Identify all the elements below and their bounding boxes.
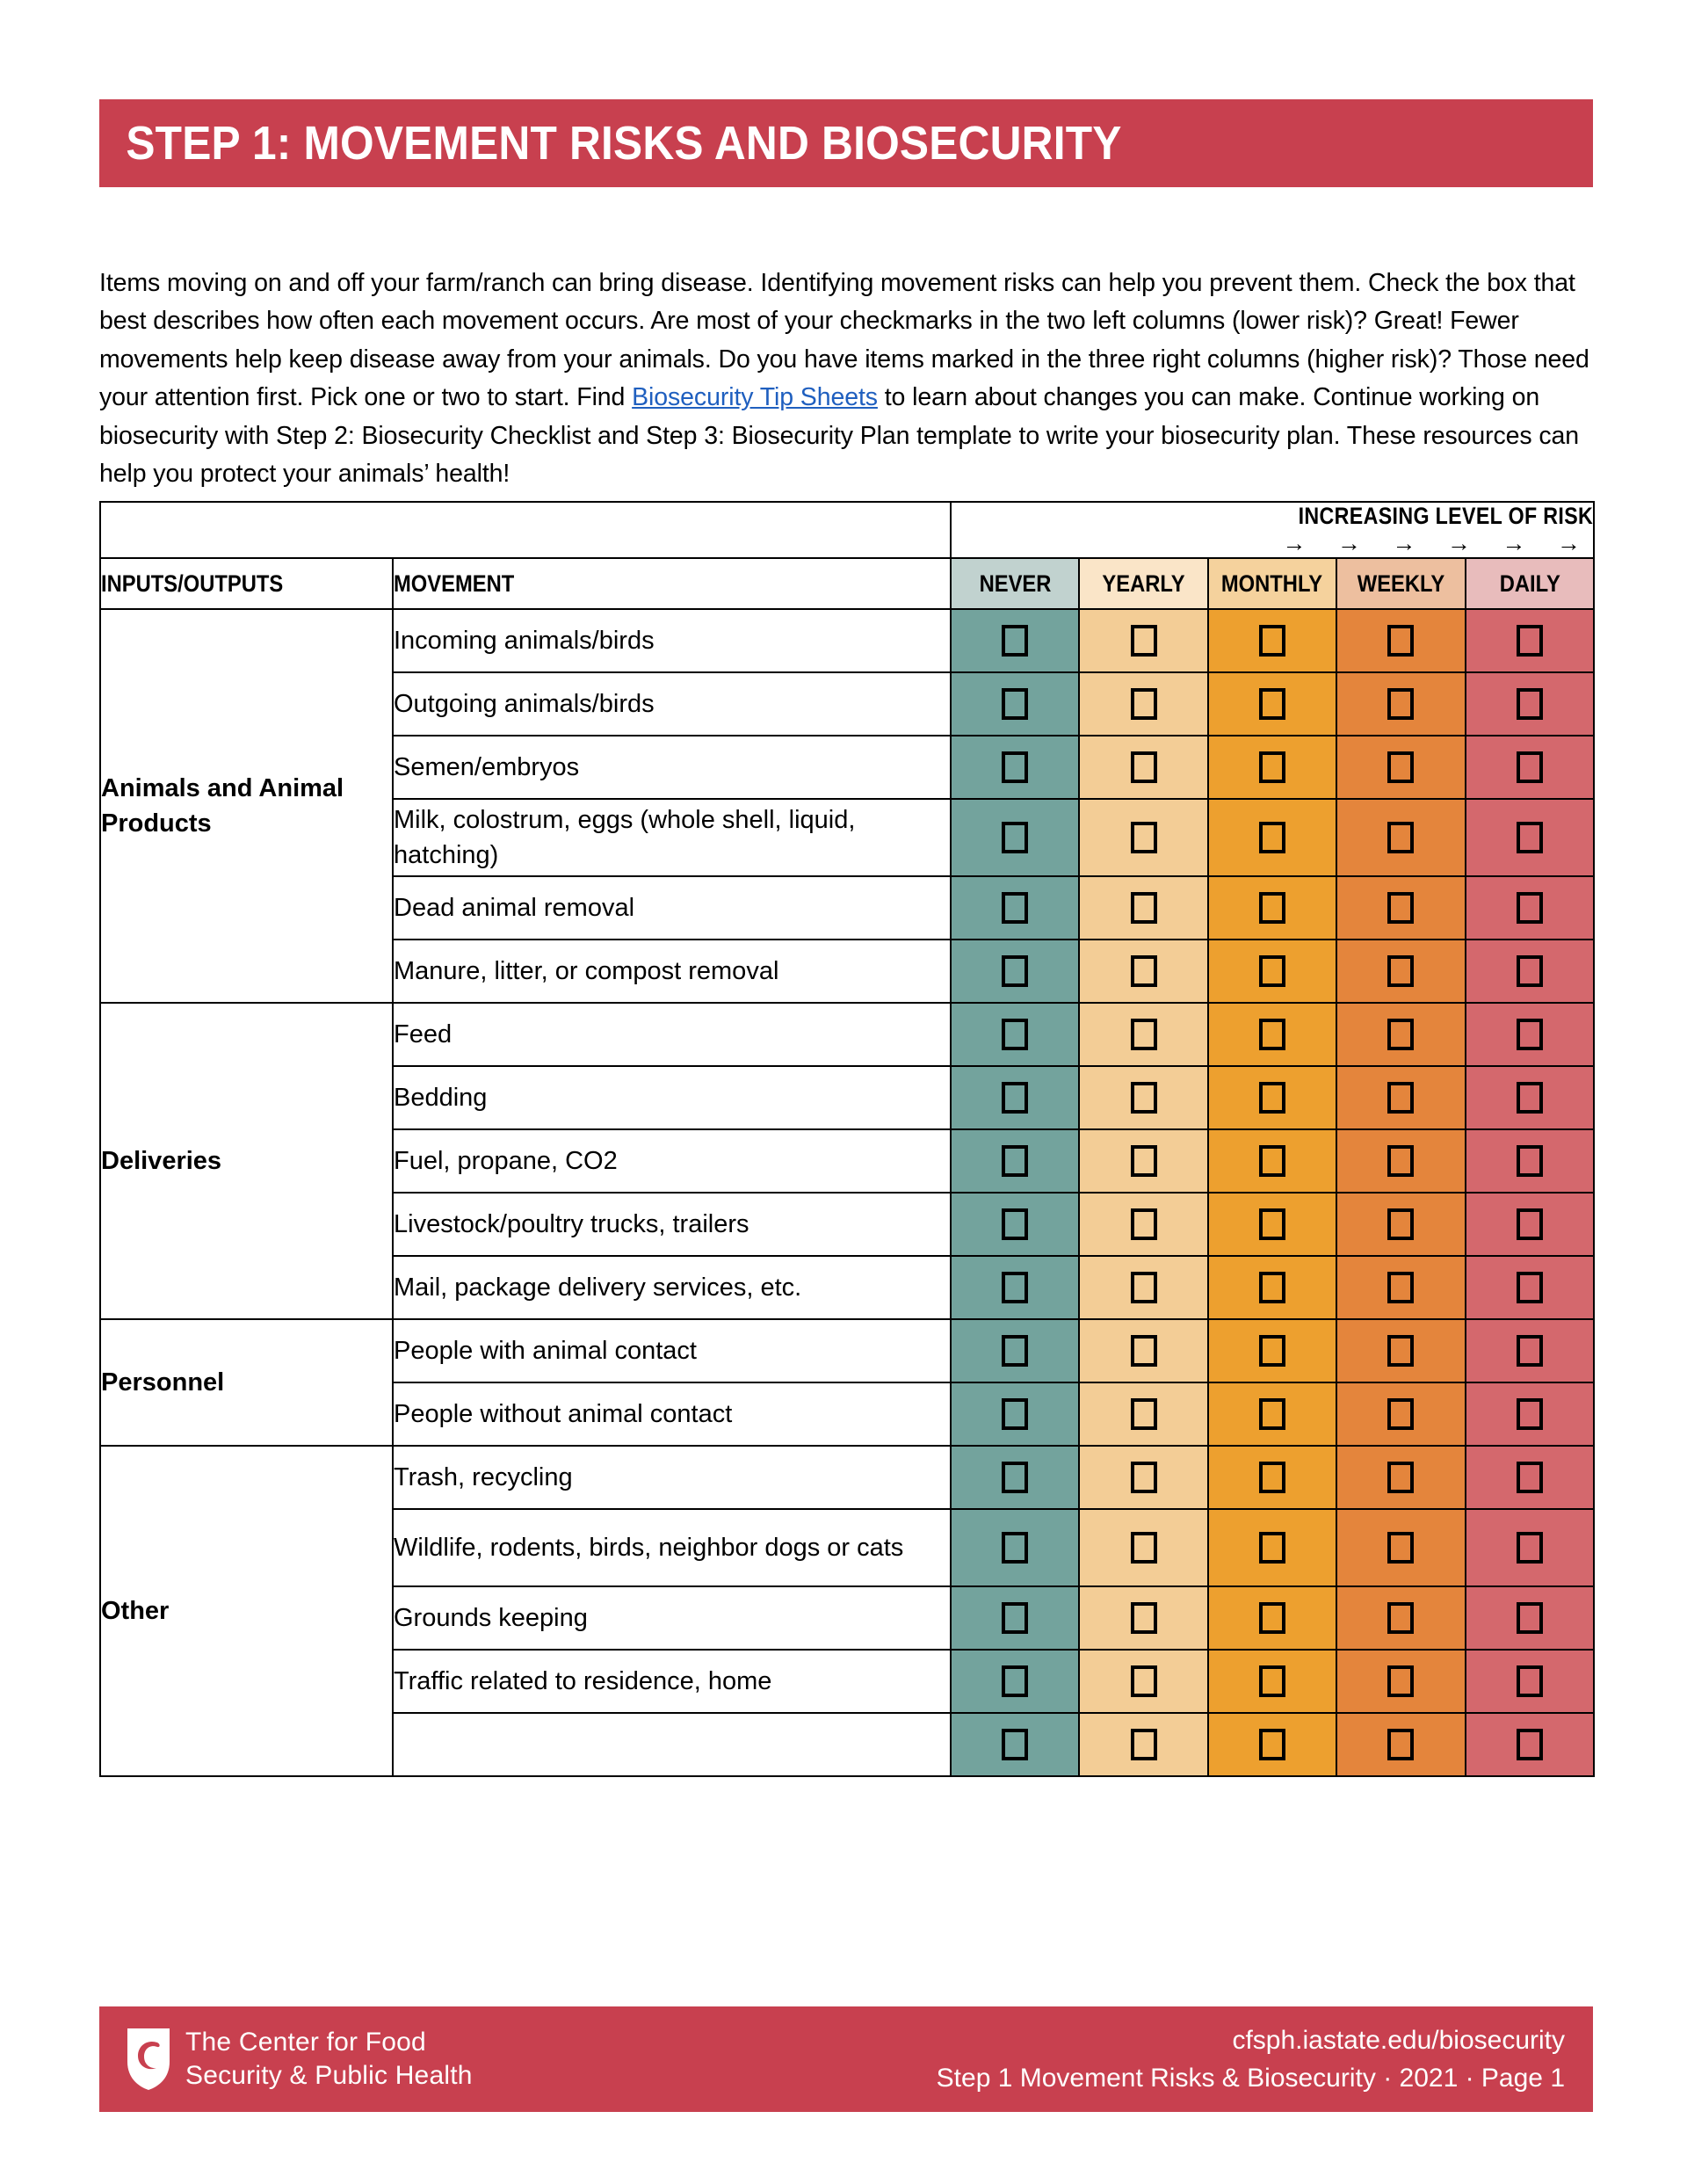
checkbox-never[interactable] bbox=[1002, 1532, 1028, 1564]
page-title-banner bbox=[99, 99, 1593, 187]
risk-cell-weekly[interactable] bbox=[1336, 1713, 1465, 1776]
risk-cell-weekly[interactable] bbox=[1336, 1446, 1465, 1509]
risk-cell-monthly[interactable] bbox=[1208, 1509, 1336, 1586]
checkbox-never[interactable] bbox=[1002, 1462, 1028, 1493]
movement-label-cell: Traffic related to residence, home bbox=[393, 1650, 951, 1713]
movement-label-cell: Semen/embryos bbox=[393, 736, 951, 799]
checkbox-daily[interactable] bbox=[1517, 751, 1543, 783]
movement-label-cell: People with animal contact bbox=[393, 1319, 951, 1382]
checkbox-daily[interactable] bbox=[1517, 822, 1543, 853]
risk-cell-daily[interactable] bbox=[1466, 1382, 1594, 1446]
column-header-movement-label: MOVEMENT bbox=[394, 570, 515, 597]
risk-cell-daily[interactable] bbox=[1466, 1129, 1594, 1193]
risk-cell-never[interactable] bbox=[951, 1382, 1079, 1446]
risk-cell-weekly[interactable] bbox=[1336, 1256, 1465, 1319]
risk-cell-monthly[interactable] bbox=[1208, 1382, 1336, 1446]
risk-cell-yearly[interactable] bbox=[1079, 1256, 1207, 1319]
risk-cell-yearly[interactable] bbox=[1079, 1586, 1207, 1650]
risk-cell-daily[interactable] bbox=[1466, 736, 1594, 799]
checkbox-monthly[interactable] bbox=[1259, 1729, 1285, 1760]
checkbox-weekly[interactable] bbox=[1387, 955, 1414, 987]
checkbox-yearly[interactable] bbox=[1131, 625, 1157, 657]
risk-cell-daily[interactable] bbox=[1466, 799, 1594, 876]
checkbox-weekly[interactable] bbox=[1387, 1665, 1414, 1697]
risk-cell-yearly[interactable] bbox=[1079, 1129, 1207, 1193]
column-header-weekly bbox=[1336, 558, 1465, 609]
risk-cell-monthly[interactable] bbox=[1208, 1003, 1336, 1066]
checkbox-yearly[interactable] bbox=[1131, 1145, 1157, 1177]
checkbox-weekly[interactable] bbox=[1387, 751, 1414, 783]
checkbox-daily[interactable] bbox=[1517, 1729, 1543, 1760]
risk-cell-yearly[interactable] bbox=[1079, 1003, 1207, 1066]
checkbox-yearly[interactable] bbox=[1131, 1665, 1157, 1697]
checkbox-monthly[interactable] bbox=[1259, 1602, 1285, 1634]
risk-cell-yearly[interactable] bbox=[1079, 876, 1207, 940]
checkbox-weekly[interactable] bbox=[1387, 1335, 1414, 1367]
risk-cell-monthly[interactable] bbox=[1208, 1446, 1336, 1509]
checkbox-monthly[interactable] bbox=[1259, 1335, 1285, 1367]
footer-org-line-2: Security & Public Health bbox=[185, 2061, 473, 2090]
checkbox-weekly[interactable] bbox=[1387, 1272, 1414, 1303]
risk-cell-daily[interactable] bbox=[1466, 1256, 1594, 1319]
checkbox-daily[interactable] bbox=[1517, 1532, 1543, 1564]
movement-risk-table-container bbox=[99, 501, 1593, 1777]
risk-cell-daily[interactable] bbox=[1466, 1650, 1594, 1713]
checkbox-daily[interactable] bbox=[1517, 625, 1543, 657]
checkbox-never[interactable] bbox=[1002, 1272, 1028, 1303]
checkbox-yearly[interactable] bbox=[1131, 1532, 1157, 1564]
risk-cell-monthly[interactable] bbox=[1208, 1129, 1336, 1193]
footer-url[interactable]: cfsph.iastate.edu/biosecurity bbox=[1232, 2026, 1565, 2055]
checkbox-daily[interactable] bbox=[1517, 1082, 1543, 1114]
column-header-never bbox=[951, 558, 1079, 609]
risk-cell-monthly[interactable] bbox=[1208, 672, 1336, 736]
risk-cell-weekly[interactable] bbox=[1336, 1003, 1465, 1066]
risk-cell-weekly[interactable] bbox=[1336, 672, 1465, 736]
risk-cell-daily[interactable] bbox=[1466, 876, 1594, 940]
risk-cell-never[interactable] bbox=[951, 1003, 1079, 1066]
risk-cell-never[interactable] bbox=[951, 736, 1079, 799]
group-label-cell: Animals and Animal Products bbox=[100, 609, 393, 1003]
checkbox-never[interactable] bbox=[1002, 751, 1028, 783]
table-row bbox=[100, 1319, 1594, 1382]
risk-cell-yearly[interactable] bbox=[1079, 940, 1207, 1003]
column-header-daily bbox=[1466, 558, 1594, 609]
checkbox-monthly[interactable] bbox=[1259, 1398, 1285, 1430]
movement-label-cell: Mail, package delivery services, etc. bbox=[393, 1256, 951, 1319]
checkbox-monthly[interactable] bbox=[1259, 625, 1285, 657]
checkbox-yearly[interactable] bbox=[1131, 1462, 1157, 1493]
risk-cell-yearly[interactable] bbox=[1079, 1319, 1207, 1382]
risk-cell-weekly[interactable] bbox=[1336, 1319, 1465, 1382]
movement-label-cell: Outgoing animals/birds bbox=[393, 672, 951, 736]
increasing-risk-strip bbox=[951, 502, 1594, 558]
checkbox-monthly[interactable] bbox=[1259, 1665, 1285, 1697]
risk-cell-never[interactable] bbox=[951, 799, 1079, 876]
risk-cell-daily[interactable] bbox=[1466, 1713, 1594, 1776]
checkbox-never[interactable] bbox=[1002, 625, 1028, 657]
footer-org-name bbox=[185, 2026, 473, 2093]
group-label-cell: Other bbox=[100, 1446, 393, 1776]
checkbox-never[interactable] bbox=[1002, 688, 1028, 720]
risk-cell-monthly[interactable] bbox=[1208, 1066, 1336, 1129]
risk-cell-daily[interactable] bbox=[1466, 1193, 1594, 1256]
checkbox-yearly[interactable] bbox=[1131, 1272, 1157, 1303]
risk-cell-weekly[interactable] bbox=[1336, 609, 1465, 672]
intro-text-before-link: Items moving on and off your farm/ranch can bring disease. Identifying movement risks can help you prevent them. Check the box that best describes how often each movement occurs. Are most of your checkmarks in the two left columns (lower risk)? Great! Fewer movements help keep disease away from your animals. Do you have items marked in the three right columns (higher risk)? Those need your attention first. Pick one or two to start. Find bbox=[99, 268, 1589, 411]
checkbox-never[interactable] bbox=[1002, 822, 1028, 853]
risk-cell-monthly[interactable] bbox=[1208, 1586, 1336, 1650]
page-title: STEP 1: MOVEMENT RISKS AND BIOSECURITY bbox=[126, 117, 1122, 170]
risk-cell-weekly[interactable] bbox=[1336, 1586, 1465, 1650]
checkbox-weekly[interactable] bbox=[1387, 1602, 1414, 1634]
risk-cell-weekly[interactable] bbox=[1336, 1129, 1465, 1193]
increasing-risk-arrows-icon: → → → → → → bbox=[1282, 530, 1594, 556]
checkbox-monthly[interactable] bbox=[1259, 688, 1285, 720]
checkbox-yearly[interactable] bbox=[1131, 1019, 1157, 1050]
risk-cell-weekly[interactable] bbox=[1336, 1509, 1465, 1586]
risk-cell-never[interactable] bbox=[951, 1509, 1079, 1586]
footer-branding bbox=[99, 2026, 473, 2093]
table-row bbox=[100, 1003, 1594, 1066]
footer-org-line-1: The Center for Food bbox=[185, 2028, 426, 2057]
movement-label-cell: Livestock/poultry trucks, trailers bbox=[393, 1193, 951, 1256]
page-footer bbox=[99, 2006, 1593, 2112]
increasing-risk-label: INCREASING LEVEL OF RISK bbox=[1298, 503, 1594, 529]
column-header-never-label: NEVER bbox=[979, 570, 1052, 597]
risk-cell-never[interactable] bbox=[951, 876, 1079, 940]
checkbox-yearly[interactable] bbox=[1131, 1208, 1157, 1240]
checkbox-yearly[interactable] bbox=[1131, 955, 1157, 987]
risk-cell-monthly[interactable] bbox=[1208, 1650, 1336, 1713]
risk-cell-never[interactable] bbox=[951, 1586, 1079, 1650]
risk-cell-weekly[interactable] bbox=[1336, 940, 1465, 1003]
column-header-inputs-outputs-label: INPUTS/OUTPUTS bbox=[101, 570, 284, 597]
checkbox-weekly[interactable] bbox=[1387, 1145, 1414, 1177]
footer-citation: Step 1 Movement Risks & Biosecurity · 2021 · Page 1 bbox=[936, 2064, 1565, 2093]
checkbox-never[interactable] bbox=[1002, 1082, 1028, 1114]
movement-label-cell: Wildlife, rodents, birds, neighbor dogs or cats bbox=[393, 1509, 951, 1586]
checkbox-weekly[interactable] bbox=[1387, 1729, 1414, 1760]
column-header-inputs-outputs bbox=[100, 558, 393, 609]
checkbox-weekly[interactable] bbox=[1387, 1082, 1414, 1114]
checkbox-yearly[interactable] bbox=[1131, 1729, 1157, 1760]
movement-label-cell: Trash, recycling bbox=[393, 1446, 951, 1509]
risk-cell-yearly[interactable] bbox=[1079, 1382, 1207, 1446]
checkbox-daily[interactable] bbox=[1517, 1145, 1543, 1177]
checkbox-yearly[interactable] bbox=[1131, 1602, 1157, 1634]
checkbox-yearly[interactable] bbox=[1131, 1398, 1157, 1430]
checkbox-monthly[interactable] bbox=[1259, 955, 1285, 987]
risk-cell-yearly[interactable] bbox=[1079, 609, 1207, 672]
checkbox-monthly[interactable] bbox=[1259, 1082, 1285, 1114]
movement-label-cell: Manure, litter, or compost removal bbox=[393, 940, 951, 1003]
risk-cell-never[interactable] bbox=[951, 1446, 1079, 1509]
risk-strip-spacer bbox=[100, 502, 951, 558]
checkbox-daily[interactable] bbox=[1517, 1335, 1543, 1367]
checkbox-daily[interactable] bbox=[1517, 1665, 1543, 1697]
checkbox-weekly[interactable] bbox=[1387, 688, 1414, 720]
risk-cell-yearly[interactable] bbox=[1079, 1066, 1207, 1129]
checkbox-weekly[interactable] bbox=[1387, 1462, 1414, 1493]
risk-cell-daily[interactable] bbox=[1466, 1066, 1594, 1129]
checkbox-monthly[interactable] bbox=[1259, 1145, 1285, 1177]
checkbox-monthly[interactable] bbox=[1259, 1208, 1285, 1240]
cfsph-shield-logo-icon bbox=[126, 2027, 171, 2092]
column-header-monthly bbox=[1208, 558, 1336, 609]
checkbox-daily[interactable] bbox=[1517, 1208, 1543, 1240]
risk-cell-monthly[interactable] bbox=[1208, 736, 1336, 799]
checkbox-never[interactable] bbox=[1002, 955, 1028, 987]
checkbox-monthly[interactable] bbox=[1259, 892, 1285, 924]
checkbox-yearly[interactable] bbox=[1131, 892, 1157, 924]
risk-cell-monthly[interactable] bbox=[1208, 940, 1336, 1003]
movement-label-cell: Bedding bbox=[393, 1066, 951, 1129]
checkbox-never[interactable] bbox=[1002, 892, 1028, 924]
risk-cell-never[interactable] bbox=[951, 940, 1079, 1003]
risk-cell-daily[interactable] bbox=[1466, 1586, 1594, 1650]
checkbox-monthly[interactable] bbox=[1259, 1019, 1285, 1050]
checkbox-yearly[interactable] bbox=[1131, 688, 1157, 720]
risk-cell-weekly[interactable] bbox=[1336, 1650, 1465, 1713]
column-header-movement bbox=[393, 558, 951, 609]
risk-cell-weekly[interactable] bbox=[1336, 1066, 1465, 1129]
checkbox-never[interactable] bbox=[1002, 1145, 1028, 1177]
movement-label-cell: Milk, colostrum, eggs (whole shell, liquid, hatching) bbox=[393, 799, 951, 876]
column-header-weekly-label: WEEKLY bbox=[1357, 570, 1445, 597]
group-label-cell: Personnel bbox=[100, 1319, 393, 1446]
risk-cell-weekly[interactable] bbox=[1336, 736, 1465, 799]
checkbox-daily[interactable] bbox=[1517, 955, 1543, 987]
movement-label-cell: Fuel, propane, CO2 bbox=[393, 1129, 951, 1193]
risk-cell-yearly[interactable] bbox=[1079, 1713, 1207, 1776]
checkbox-monthly[interactable] bbox=[1259, 1272, 1285, 1303]
checkbox-yearly[interactable] bbox=[1131, 822, 1157, 853]
checkbox-weekly[interactable] bbox=[1387, 1532, 1414, 1564]
risk-cell-daily[interactable] bbox=[1466, 1003, 1594, 1066]
checkbox-daily[interactable] bbox=[1517, 1019, 1543, 1050]
checkbox-yearly[interactable] bbox=[1131, 1335, 1157, 1367]
checkbox-yearly[interactable] bbox=[1131, 751, 1157, 783]
checkbox-never[interactable] bbox=[1002, 1335, 1028, 1367]
checkbox-weekly[interactable] bbox=[1387, 625, 1414, 657]
risk-cell-weekly[interactable] bbox=[1336, 1193, 1465, 1256]
table-row bbox=[100, 1446, 1594, 1509]
checkbox-daily[interactable] bbox=[1517, 1272, 1543, 1303]
checkbox-daily[interactable] bbox=[1517, 1398, 1543, 1430]
risk-cell-never[interactable] bbox=[951, 1650, 1079, 1713]
checkbox-never[interactable] bbox=[1002, 1602, 1028, 1634]
movement-label-cell: Dead animal removal bbox=[393, 876, 951, 940]
risk-cell-never[interactable] bbox=[951, 1713, 1079, 1776]
risk-cell-monthly[interactable] bbox=[1208, 609, 1336, 672]
group-label-cell: Deliveries bbox=[100, 1003, 393, 1319]
risk-cell-monthly[interactable] bbox=[1208, 1713, 1336, 1776]
column-header-yearly bbox=[1079, 558, 1207, 609]
checkbox-weekly[interactable] bbox=[1387, 892, 1414, 924]
risk-cell-yearly[interactable] bbox=[1079, 736, 1207, 799]
intro-text-after-link: to learn about changes you can make. Continue working on biosecurity with Step 2: Biosecurity Checklist and Step 3: Biosecurity Plan template to write your biosecurity plan. These resources can help you protect your animals’ health! bbox=[99, 383, 1580, 488]
movement-label-cell bbox=[393, 1713, 951, 1776]
biosecurity-tip-sheets-link[interactable]: Biosecurity Tip Sheets bbox=[632, 383, 878, 411]
risk-cell-weekly[interactable] bbox=[1336, 799, 1465, 876]
risk-cell-weekly[interactable] bbox=[1336, 876, 1465, 940]
checkbox-daily[interactable] bbox=[1517, 1462, 1543, 1493]
risk-cell-never[interactable] bbox=[951, 1256, 1079, 1319]
checkbox-daily[interactable] bbox=[1517, 892, 1543, 924]
risk-cell-daily[interactable] bbox=[1466, 1446, 1594, 1509]
checkbox-never[interactable] bbox=[1002, 1665, 1028, 1697]
checkbox-daily[interactable] bbox=[1517, 688, 1543, 720]
checkbox-daily[interactable] bbox=[1517, 1602, 1543, 1634]
footer-meta bbox=[937, 2021, 1593, 2097]
risk-cell-never[interactable] bbox=[951, 1066, 1079, 1129]
movement-label-cell: Incoming animals/birds bbox=[393, 609, 951, 672]
risk-cell-daily[interactable] bbox=[1466, 672, 1594, 736]
movement-label-cell: Grounds keeping bbox=[393, 1586, 951, 1650]
risk-cell-yearly[interactable] bbox=[1079, 1650, 1207, 1713]
checkbox-weekly[interactable] bbox=[1387, 822, 1414, 853]
risk-cell-daily[interactable] bbox=[1466, 940, 1594, 1003]
intro-paragraph bbox=[99, 265, 1595, 494]
checkbox-never[interactable] bbox=[1002, 1398, 1028, 1430]
risk-cell-weekly[interactable] bbox=[1336, 1382, 1465, 1446]
risk-cell-daily[interactable] bbox=[1466, 609, 1594, 672]
checkbox-monthly[interactable] bbox=[1259, 822, 1285, 853]
risk-cell-yearly[interactable] bbox=[1079, 672, 1207, 736]
column-header-daily-label: DAILY bbox=[1499, 570, 1560, 597]
risk-cell-monthly[interactable] bbox=[1208, 1193, 1336, 1256]
column-header-monthly-label: MONTHLY bbox=[1221, 570, 1323, 597]
risk-cell-never[interactable] bbox=[951, 609, 1079, 672]
risk-cell-monthly[interactable] bbox=[1208, 876, 1336, 940]
risk-cell-yearly[interactable] bbox=[1079, 799, 1207, 876]
risk-cell-never[interactable] bbox=[951, 1193, 1079, 1256]
risk-cell-yearly[interactable] bbox=[1079, 1193, 1207, 1256]
checkbox-monthly[interactable] bbox=[1259, 1532, 1285, 1564]
checkbox-weekly[interactable] bbox=[1387, 1019, 1414, 1050]
risk-cell-never[interactable] bbox=[951, 672, 1079, 736]
checkbox-weekly[interactable] bbox=[1387, 1398, 1414, 1430]
checkbox-monthly[interactable] bbox=[1259, 751, 1285, 783]
movement-risk-table bbox=[99, 501, 1595, 1777]
risk-cell-daily[interactable] bbox=[1466, 1509, 1594, 1586]
checkbox-never[interactable] bbox=[1002, 1208, 1028, 1240]
checkbox-never[interactable] bbox=[1002, 1019, 1028, 1050]
risk-cell-never[interactable] bbox=[951, 1319, 1079, 1382]
risk-cell-daily[interactable] bbox=[1466, 1319, 1594, 1382]
movement-label-cell: People without animal contact bbox=[393, 1382, 951, 1446]
risk-cell-monthly[interactable] bbox=[1208, 799, 1336, 876]
table-row bbox=[100, 609, 1594, 672]
column-header-yearly-label: YEARLY bbox=[1102, 570, 1185, 597]
risk-cell-yearly[interactable] bbox=[1079, 1446, 1207, 1509]
checkbox-weekly[interactable] bbox=[1387, 1208, 1414, 1240]
checkbox-monthly[interactable] bbox=[1259, 1462, 1285, 1493]
checkbox-yearly[interactable] bbox=[1131, 1082, 1157, 1114]
checkbox-never[interactable] bbox=[1002, 1729, 1028, 1760]
movement-label-cell: Feed bbox=[393, 1003, 951, 1066]
risk-cell-yearly[interactable] bbox=[1079, 1509, 1207, 1586]
risk-cell-never[interactable] bbox=[951, 1129, 1079, 1193]
risk-cell-monthly[interactable] bbox=[1208, 1256, 1336, 1319]
risk-cell-monthly[interactable] bbox=[1208, 1319, 1336, 1382]
